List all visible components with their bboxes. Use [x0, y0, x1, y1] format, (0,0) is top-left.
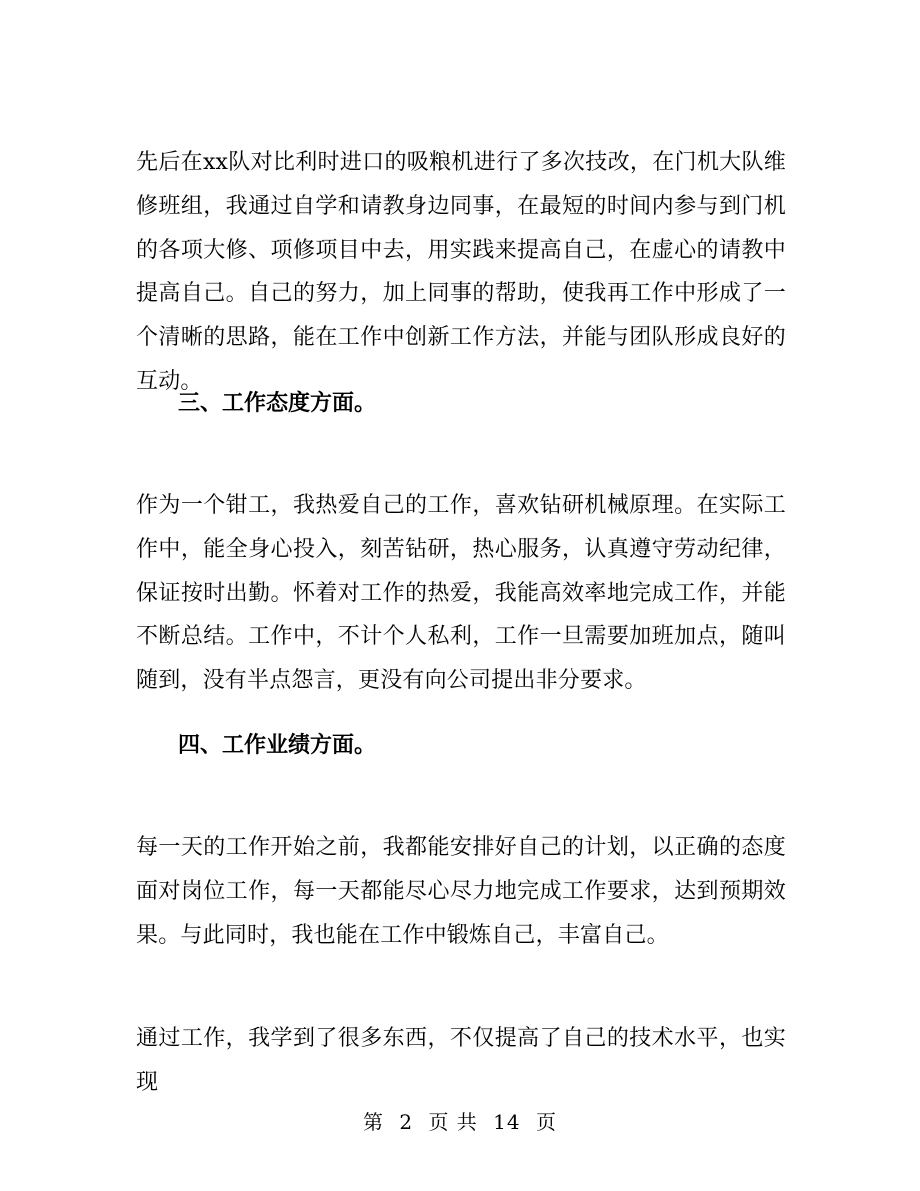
- footer-suffix: 页: [535, 1110, 557, 1134]
- heading-work-attitude: 三、工作态度方面。: [178, 390, 377, 416]
- footer-middle: 页 共: [428, 1110, 478, 1134]
- current-page-number: 2: [399, 1110, 414, 1134]
- paragraph-work-attitude: 作为一个钳工，我热爱自己的工作，喜欢钻研机械原理。在实际工作中，能全身心投入，刻苦钻研，热心服务，认真遵守劳动纪律，保证按时出勤。怀着对工作的热爱，我能高效率地完成工作，并能不断总结。工作中，不计个人私利，工作一旦需要加班加点，随叫随到，没有半点怨言，更没有向公司提出非分要求。: [136, 493, 786, 694]
- paragraph-learning: 通过工作，我学到了很多东西，不仅提高了自己的技术水平，也实现: [136, 1026, 786, 1095]
- total-page-count: 14: [493, 1110, 521, 1134]
- footer-prefix: 第: [363, 1110, 384, 1134]
- paragraph-technical-work: 先后在xx队对比利时进口的吸粮机进行了多次技改，在门机大队维修班组，我通过自学和请教身边同事，在最短的时间内参与到门机的各项大修、项修项目中去，用实践来提高自己，在虚心的请教中提高自己。自己的努力，加上同事的帮助，使我再工作中形成了一个清晰的思路，能在工作中创新工作方法，并能与团队形成良好的互动。: [136, 150, 786, 394]
- heading-work-performance: 四、工作业绩方面。: [178, 732, 377, 758]
- page-footer: [0, 1108, 920, 1136]
- paragraph-work-performance: 每一天的工作开始之前，我都能安排好自己的计划，以正确的态度面对岗位工作，每一天都能尽心尽力地完成工作要求，达到预期效果。与此同时，我也能在工作中锻炼自己，丰富自己。: [136, 835, 786, 948]
